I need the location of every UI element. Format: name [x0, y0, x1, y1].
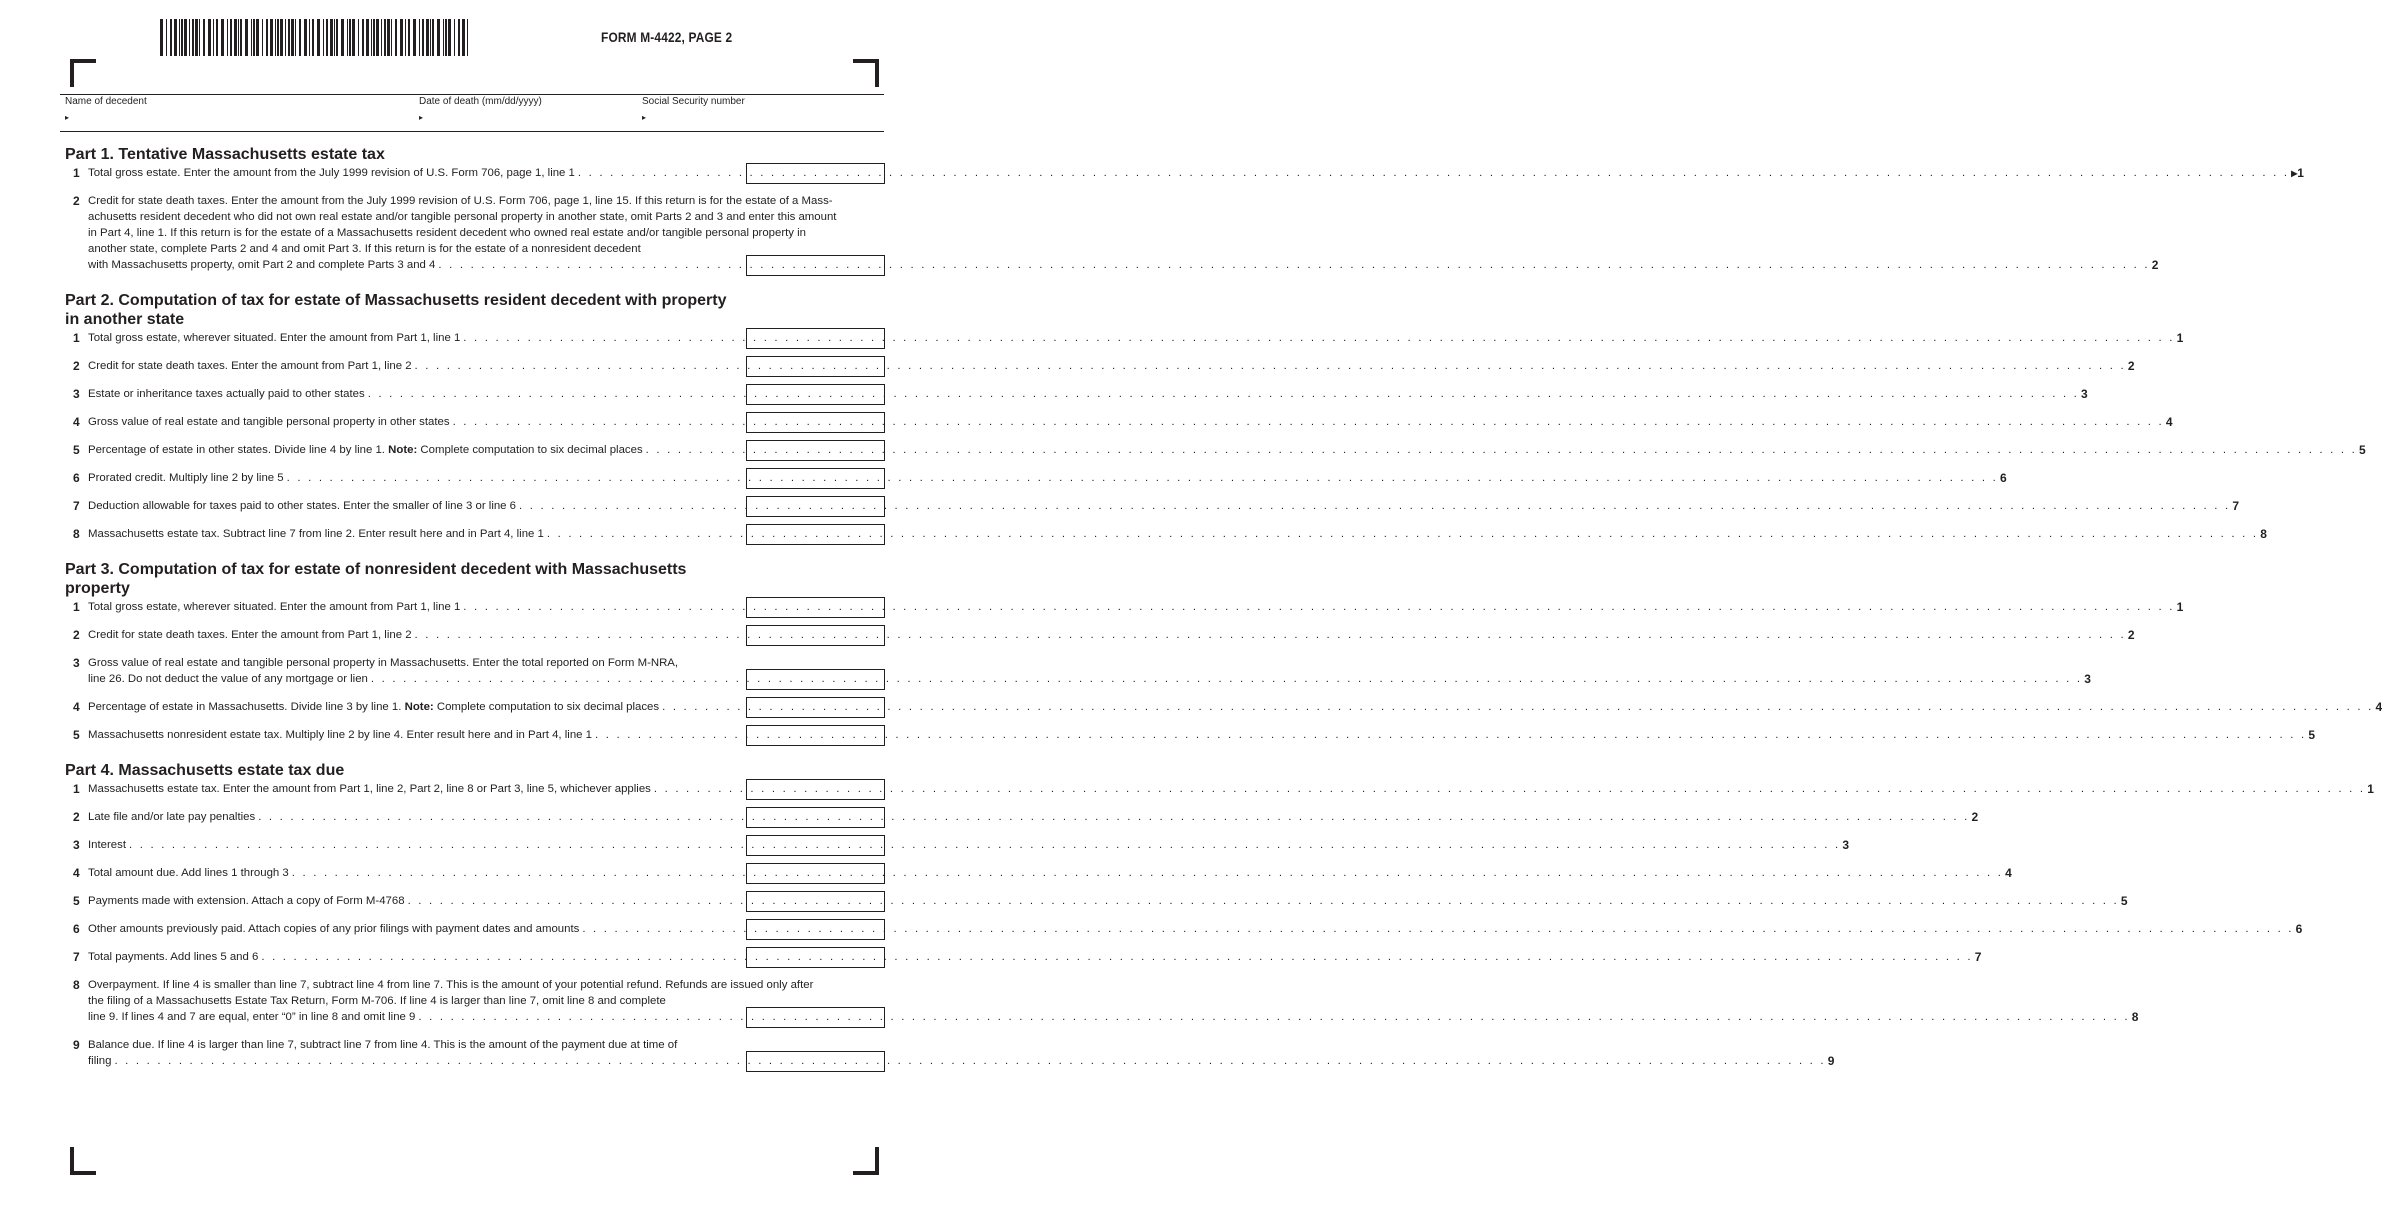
part-1-line-2 — [65, 193, 2159, 273]
part-2-section — [65, 292, 2366, 542]
barcode-bar — [230, 19, 232, 56]
barcode-bar — [430, 19, 431, 56]
barcode-bar — [291, 19, 294, 56]
barcode-bar — [448, 19, 451, 56]
line-number: 2 — [73, 628, 80, 642]
part-1-line-1 — [65, 165, 2304, 181]
line-number: 1 — [73, 331, 80, 345]
line-number: 4 — [73, 866, 80, 880]
leader-dots: . . . . . . . . . . . . . . . . . . . . . . . . . . . . . . . . . . . . . . . . . . . . . . . . . . . . . . . . . . . . . . . . . . . . . . . . . . . . . . . . . . . . . . . . . . . . . . . . . . . . . . . . . . . . . . . . . . . . . . . . . . . . . . . . . . . . . . . . . . . . . . . . . . . . . . . . . . . . . . . . — [519, 500, 2231, 512]
part-4-line-1-amount-field[interactable] — [746, 779, 885, 800]
leader-dots: . . . . . . . . . . . . . . . . . . . . . . . . . . . . . . . . . . . . . . . . . . . . . . . . . . . . . . . . . . . . . . . . . . . . . . . . . . . . . . . . . . . . . . . . . . . . . . . . . . . . . . . . . . . . . . . . . . . . . . . . . . . . . . . . . . . . . . . . . . . . . . . . . . . . . . . . . . . . . . . . — [577, 167, 2290, 179]
ssn-label: Social Security number — [642, 96, 745, 107]
barcode-bar — [170, 19, 172, 56]
leader-dots: . . . . . . . . . . . . . . . . . . . . . . . . . . . . . . . . . . . . . . . . . . . . . . . . . . . . . . . . . . . . . . . . . . . . . . . . . . . . . . . . . . . . . . . . . . . . . . . . . . . . . . . . . . . . . . . . . . . . . . . . . . . . . . . . . . . . . . . . . . . . . . . . . . . . . . . . . . . . . . . . — [463, 332, 2175, 344]
part-3-line-3-amount-field[interactable] — [746, 669, 885, 690]
barcode-bar — [253, 19, 255, 56]
line-ref-number: 6 — [1999, 471, 2007, 485]
part-4-line-6 — [65, 921, 2303, 937]
barcode-bar — [422, 19, 424, 56]
barcode-bar — [358, 19, 359, 56]
line-number: 6 — [73, 922, 80, 936]
barcode-bar — [391, 19, 392, 56]
barcode-bar — [317, 19, 320, 56]
line-ref-number: 2 — [2151, 258, 2159, 272]
barcode-bar — [366, 19, 369, 56]
line-number: 5 — [73, 443, 80, 457]
line-ref-number: 1 — [2176, 600, 2184, 614]
barcode-bar — [288, 19, 290, 56]
barcode-bar — [216, 19, 218, 56]
line-text: another state, complete Parts 2 and 4 and omit Part 3. If this return is for the estate of a nonresident decedent — [88, 243, 641, 255]
leader-dots: . . . . . . . . . . . . . . . . . . . . . . . . . . . . . . . . . . . . . . . . . . . . . . . . . . . . . . . . . . . . . . . . . . . . . . . . . . . . . . . . . . . . . . . . . . . . . . . . . . . . . . . . . . . . . . . . . . . . . . . . . . . . . . . . . . . . . . . . . . . . . . . . . . . . . . . . . . . . . . . . — [452, 416, 2164, 428]
line-number: 7 — [73, 499, 80, 513]
leader-dots: . . . . . . . . . . . . . . . . . . . . . . . . . . . . . . . . . . . . . . . . . . . . . . . . . . . . . . . . . . . . . . . . . . . . . . . . . . . . . . . . . . . . . . . . . . . . . . . . . . . . . . . . . . . . . . . . . . . . . . . . . . . . . . . . . . . . . . . . . . . . . . . . . . . . . . . . . . . . . . . . — [407, 895, 2119, 907]
part-4-line-3-amount-field[interactable] — [746, 835, 885, 856]
line-ref-number: 1 — [2176, 331, 2184, 345]
barcode-bar — [295, 19, 296, 56]
line-text-last — [88, 330, 2184, 346]
part-2-line-5 — [65, 442, 2366, 458]
line-text: Total gross estate. Enter the amount from the July 1999 revision of U.S. Form 706, page 1, line 1 — [88, 167, 575, 179]
barcode-bar — [166, 19, 167, 56]
part-3-line-5-amount-field[interactable] — [746, 725, 885, 746]
line-text-last — [88, 414, 2173, 430]
name-of-decedent-field[interactable] — [80, 112, 410, 128]
line-text: Gross value of real estate and tangible personal property in other states — [88, 416, 450, 428]
line-number: 2 — [73, 194, 80, 208]
part-2-line-6-amount-field[interactable] — [746, 468, 885, 489]
line-ref-number: 8 — [2260, 527, 2267, 541]
barcode-bar — [304, 19, 307, 56]
leader-dots: . . . . . . . . . . . . . . . . . . . . . . . . . . . . . . . . . . . . . . . . . . . . . . . . . . . . . . . . . . . . . . . . . . . . . . . . . . . . . . . . . . . . . . . . . . . . . . . . . . . . . . . . . . . . . . . . . . . . . . . . . . . . . . . . . . . . . . . . . . . . . . . . . . . . . . . . . . . . . . . . — [129, 839, 1841, 851]
line-ref-number: 6 — [2295, 922, 2303, 936]
line-text: Percentage of estate in Massachusetts. Divide line 3 by line 1. Note: Complete computation to six decimal places — [88, 701, 660, 713]
barcode-bar — [277, 19, 279, 56]
line-ref-number: 8 — [2131, 1010, 2139, 1024]
barcode-bar — [213, 19, 214, 56]
line-ref-number: 2 — [2127, 628, 2135, 642]
line-ref-number: 2 — [2127, 359, 2135, 373]
line-ref-number: ▸1 — [2291, 166, 2304, 180]
barcode-bar — [400, 19, 403, 56]
part-2-line-4-amount-field[interactable] — [746, 412, 885, 433]
line-text: Massachusetts estate tax. Subtract line 7 from line 2. Enter result here and in Part 4, line 1 — [88, 528, 544, 540]
line-text: line 9. If lines 4 and 7 are equal, enter “0” in line 8 and omit line 9 — [88, 1011, 416, 1023]
barcode-bar — [323, 19, 324, 56]
part-2-line-1 — [65, 330, 2184, 346]
line-text: filing — [88, 1055, 112, 1067]
part-4-line-7-amount-field[interactable] — [746, 947, 885, 968]
line-text: Other amounts previously paid. Attach copies of any prior filings with payment dates and amounts — [88, 923, 580, 935]
leader-dots: . . . . . . . . . . . . . . . . . . . . . . . . . . . . . . . . . . . . . . . . . . . . . . . . . . . . . . . . . . . . . . . . . . . . . . . . . . . . . . . . . . . . . . . . . . . . . . . . . . . . . . . . . . . . . . . . . . . . . . . . . . . . . . . . . . . . . . . . . . . . . . . . . . . . . . . . . . . . . . . . — [291, 867, 2004, 879]
barcode-bar — [221, 19, 224, 56]
part-3-line-1-amount-field[interactable] — [746, 597, 885, 618]
line-ref-number: 7 — [2232, 499, 2240, 513]
line-text: Balance due. If line 4 is larger than line 7, subtract line 7 from line 4. This is the amount of the payment due at time of — [88, 1039, 678, 1051]
date-of-death-field[interactable] — [434, 112, 634, 128]
part-3-line-3 — [65, 655, 2091, 687]
barcode-bar — [326, 19, 328, 56]
barcode-bar — [270, 19, 273, 56]
line-text: Credit for state death taxes. Enter the amount from the July 1999 revision of U.S. Form 706, page 1, line 15. If this return is for the estate of a Mass- — [88, 195, 833, 207]
leader-dots: . . . . . . . . . . . . . . . . . . . . . . . . . . . . . . . . . . . . . . . . . . . . . . . . . . . . . . . . . . . . . . . . . . . . . . . . . . . . . . . . . . . . . . . . . . . . . . . . . . . . . . . . . . . . . . . . . . . . . . . . . . . . . . . . . . . . . . . . . . . . . . . . . . . . . . . . . . . . . . . . — [438, 259, 2150, 271]
line-ref-number: 1 — [2367, 782, 2374, 796]
part-3-title: Part 3. Computation of tax for estate of nonresident decedent with Massachusetts — [65, 561, 687, 578]
ssn-field[interactable] — [657, 112, 877, 128]
line-ref-number: 9 — [1827, 1054, 1835, 1068]
barcode-bar — [432, 19, 434, 56]
barcode-bar — [437, 19, 440, 56]
part-4-line-5-amount-field[interactable] — [746, 891, 885, 912]
line-ref-number: 3 — [1842, 838, 1850, 852]
line-ref-number: 4 — [2375, 700, 2382, 714]
barcode-bar — [195, 19, 198, 56]
barcode-bar — [189, 19, 190, 56]
part-3-line-1 — [65, 599, 2184, 615]
barcode — [160, 19, 470, 56]
line-number: 6 — [73, 471, 80, 485]
barcode-bar — [349, 19, 351, 56]
line-number: 4 — [73, 415, 80, 429]
line-text: Credit for state death taxes. Enter the amount from Part 1, line 2 — [88, 629, 412, 641]
line-number: 3 — [73, 656, 80, 670]
line-ref-number: 3 — [2084, 672, 2091, 686]
part-4-line-8-amount-field[interactable] — [746, 1007, 885, 1028]
divider — [60, 94, 884, 95]
barcode-bar — [245, 19, 248, 56]
part-4-line-4-amount-field[interactable] — [746, 863, 885, 884]
form-title: FORM M-4422, PAGE 2 — [601, 29, 733, 45]
leader-dots: . . . . . . . . . . . . . . . . . . . . . . . . . . . . . . . . . . . . . . . . . . . . . . . . . . . . . . . . . . . . . . . . . . . . . . . . . . . . . . . . . . . . . . . . . . . . . . . . . . . . . . . . . . . . . . . . . . . . . . . . . . . . . . . . . . . . . . . . . . . . . . . . . . . . . . . . . . . . . . . . — [418, 1011, 2130, 1023]
part-4-line-4 — [65, 865, 2012, 881]
barcode-bar — [341, 19, 344, 56]
line-text: in Part 4, line 1. If this return is for the estate of a Massachusetts resident decedent who owned real estate and/or tangible personal property in — [88, 227, 807, 239]
barcode-bar — [309, 19, 310, 56]
barcode-bar — [280, 19, 283, 56]
part-4-line-9-amount-field[interactable] — [746, 1051, 885, 1072]
line-ref-number: 5 — [2308, 728, 2316, 742]
barcode-bar — [208, 19, 211, 56]
line-text-last — [88, 526, 2267, 542]
part-2-line-3-amount-field[interactable] — [746, 384, 885, 405]
barcode-bar — [181, 19, 183, 56]
barcode-bar — [362, 19, 364, 56]
barcode-bar — [373, 19, 375, 56]
part-4-line-9 — [65, 1037, 1835, 1069]
line-text-last — [88, 599, 2184, 615]
part-4-title: Part 4. Massachusetts estate tax due — [65, 762, 345, 779]
registration-mark-bottom-left — [70, 1147, 96, 1175]
part-1-line-2-amount-field[interactable] — [746, 255, 885, 276]
barcode-bar — [467, 19, 468, 56]
line-text-last — [88, 949, 1982, 965]
part-3-line-4 — [65, 699, 2382, 715]
barcode-bar — [160, 19, 163, 56]
line-ref-number: 4 — [2005, 866, 2012, 880]
line-text: Estate or inheritance taxes actually paid to other states — [88, 388, 365, 400]
leader-dots: . . . . . . . . . . . . . . . . . . . . . . . . . . . . . . . . . . . . . . . . . . . . . . . . . . . . . . . . . . . . . . . . . . . . . . . . . . . . . . . . . . . . . . . . . . . . . . . . . . . . . . . . . . . . . . . . . . . . . . . . . . . . . . . . . . . . . . . . . . . . . . . . . . . . . . . . . . . . . . . . — [414, 629, 2126, 641]
line-text-last — [88, 498, 2240, 514]
barcode-bar — [240, 19, 242, 56]
line-text-last — [88, 809, 1979, 825]
line-number: 1 — [73, 782, 80, 796]
leader-dots: . . . . . . . . . . . . . . . . . . . . . . . . . . . . . . . . . . . . . . . . . . . . . . . . . . . . . . . . . . . . . . . . . . . . . . . . . . . . . . . . . . . . . . . . . . . . . . . . . . . . . . . . . . . . . . . . . . . . . . . . . . . . . . . . . . . . . . . . . . . . . . . . . . . . . . . . . . . . . . . . — [463, 601, 2175, 613]
barcode-bar — [419, 19, 420, 56]
barcode-bar — [285, 19, 286, 56]
leader-dots: . . . . . . . . . . . . . . . . . . . . . . . . . . . . . . . . . . . . . . . . . . . . . . . . . . . . . . . . . . . . . . . . . . . . . . . . . . . . . . . . . . . . . . . . . . . . . . . . . . . . . . . . . . . . . . . . . . . . . . . . . . . . . . . . . . . . . . . . . . . . . . . . . . . . . . . . . . . . . . . . — [662, 701, 2374, 713]
part-1-line-1-amount-field[interactable] — [746, 163, 885, 184]
registration-mark-top-right — [853, 59, 879, 87]
part-4-line-6-amount-field[interactable] — [746, 919, 885, 940]
leader-dots: . . . . . . . . . . . . . . . . . . . . . . . . . . . . . . . . . . . . . . . . . . . . . . . . . . . . . . . . . . . . . . . . . . . . . . . . . . . . . . . . . . . . . . . . . . . . . . . . . . . . . . . . . . . . . . . . . . . . . . . . . . . . . . . . . . . . . . . . . . . . . . . . . . . . . . . . . . . . . . . . — [261, 951, 1973, 963]
date-of-death-label: Date of death (mm/dd/yyyy) — [419, 96, 542, 107]
barcode-bar — [238, 19, 239, 56]
line-text: Total gross estate, wherever situated. Enter the amount from Part 1, line 1 — [88, 332, 461, 344]
part-2-line-8-amount-field[interactable] — [746, 524, 885, 545]
line-text: Late file and/or late pay penalties — [88, 811, 256, 823]
line-ref-number: 2 — [1971, 810, 1979, 824]
part-2-line-7 — [65, 498, 2240, 514]
part-2-line-6 — [65, 470, 2007, 486]
line-text-last — [88, 1053, 1835, 1069]
leader-dots: . . . . . . . . . . . . . . . . . . . . . . . . . . . . . . . . . . . . . . . . . . . . . . . . . . . . . . . . . . . . . . . . . . . . . . . . . . . . . . . . . . . . . . . . . . . . . . . . . . . . . . . . . . . . . . . . . . . . . . . . . . . . . . . . . . . . . . . . . . . . . . . . . . . . . . . . . . . . . . . . — [582, 923, 2294, 935]
line-number: 9 — [73, 1038, 80, 1052]
part-4-line-7 — [65, 949, 1982, 965]
line-number: 2 — [73, 359, 80, 373]
line-text-last — [88, 257, 2159, 273]
part-4-line-2-amount-field[interactable] — [746, 807, 885, 828]
line-ref-number: 7 — [1974, 950, 1982, 964]
line-text: Credit for state death taxes. Enter the amount from Part 1, line 2 — [88, 360, 412, 372]
barcode-bar — [381, 19, 382, 56]
barcode-bar — [384, 19, 386, 56]
part-4-line-8 — [65, 977, 2139, 1025]
line-ref-number: 5 — [2358, 443, 2366, 457]
barcode-bar — [312, 19, 314, 56]
line-number: 5 — [73, 728, 80, 742]
part-2-title: Part 2. Computation of tax for estate of Massachusetts resident decedent with property — [65, 292, 727, 309]
leader-dots: . . . . . . . . . . . . . . . . . . . . . . . . . . . . . . . . . . . . . . . . . . . . . . . . . . . . . . . . . . . . . . . . . . . . . . . . . . . . . . . . . . . . . . . . . . . . . . . . . . . . . . . . . . . . . . . . . . . . . . . . . . . . . . . . . . . . . . . . . . . . . . . . . . . . . . . . . . . . . . . . — [114, 1055, 1826, 1067]
leader-dots: . . . . . . . . . . . . . . . . . . . . . . . . . . . . . . . . . . . . . . . . . . . . . . . . . . . . . . . . . . . . . . . . . . . . . . . . . . . . . . . . . . . . . . . . . . . . . . . . . . . . . . . . . . . . . . . . . . . . . . . . . . . . . . . . . . . . . . . . . . . . . . . . . . . . . . . . . . . . . . . . — [645, 444, 2357, 456]
line-text-last — [88, 442, 2366, 458]
part-2-line-2 — [65, 358, 2135, 374]
registration-mark-top-left — [70, 59, 96, 87]
line-text: Massachusetts nonresident estate tax. Multiply line 2 by line 4. Enter result here and in Part 4, line 1 — [88, 729, 592, 741]
line-text-last — [88, 358, 2135, 374]
barcode-bar — [299, 19, 301, 56]
line-text-last — [88, 386, 2088, 402]
line-text: with Massachusetts property, omit Part 2 and complete Parts 3 and 4 — [88, 259, 436, 271]
part-2-line-4 — [65, 414, 2173, 430]
part-1-section — [65, 146, 2304, 273]
barcode-bar — [179, 19, 180, 56]
line-number: 4 — [73, 700, 80, 714]
part-2-line-1-amount-field[interactable] — [746, 328, 885, 349]
barcode-bar — [445, 19, 447, 56]
barcode-bar — [352, 19, 355, 56]
barcode-bar — [347, 19, 348, 56]
part-2-line-3 — [65, 386, 2088, 402]
part-2-line-5-amount-field[interactable] — [746, 440, 885, 461]
barcode-bar — [192, 19, 194, 56]
part-4-line-1 — [65, 781, 2374, 797]
divider — [60, 131, 884, 132]
arrow-icon: ▸ — [642, 113, 647, 122]
barcode-bar — [454, 19, 455, 56]
barcode-bar — [251, 19, 252, 56]
barcode-bar — [426, 19, 429, 56]
line-text: line 26. Do not deduct the value of any mortgage or lien — [88, 673, 368, 685]
name-of-decedent-label: Name of decedent — [65, 96, 147, 107]
barcode-bar — [458, 19, 460, 56]
barcode-bar — [413, 19, 416, 56]
line-text: Massachusetts estate tax. Enter the amount from Part 1, line 2, Part 2, line 8 or Part 3, line 5, whichever applies — [88, 783, 651, 795]
barcode-bar — [256, 19, 259, 56]
barcode-bar — [234, 19, 237, 56]
line-text-last — [88, 921, 2303, 937]
line-number: 3 — [73, 838, 80, 852]
leader-dots: . . . . . . . . . . . . . . . . . . . . . . . . . . . . . . . . . . . . . . . . . . . . . . . . . . . . . . . . . . . . . . . . . . . . . . . . . . . . . . . . . . . . . . . . . . . . . . . . . . . . . . . . . . . . . . . . . . . . . . . . . . . . . . . . . . . . . . . . . . . . . . . . . . . . . . . . . . . . . . . . — [546, 528, 2259, 540]
line-text-last — [88, 671, 2091, 687]
line-number: 3 — [73, 387, 80, 401]
leader-dots: . . . . . . . . . . . . . . . . . . . . . . . . . . . . . . . . . . . . . . . . . . . . . . . . . . . . . . . . . . . . . . . . . . . . . . . . . . . . . . . . . . . . . . . . . . . . . . . . . . . . . . . . . . . . . . . . . . . . . . . . . . . . . . . . . . . . . . . . . . . . . . . . . . . . . . . . . . . . . . . . — [367, 388, 2080, 400]
barcode-bar — [184, 19, 187, 56]
barcode-bar — [330, 19, 333, 56]
line-text: achusetts resident decedent who did not own real estate and/or tangible personal property in another state, omit Parts 2 and 3 and enter this amount — [88, 211, 837, 223]
barcode-bar — [408, 19, 410, 56]
line-number: 1 — [73, 166, 80, 180]
line-text: the filing of a Massachusetts Estate Tax Return, Form M-706. If line 4 is larger than line 7, omit line 8 and complete — [88, 995, 666, 1007]
arrow-icon: ▸ — [419, 113, 424, 122]
line-ref-number: 3 — [2081, 387, 2088, 401]
barcode-bar — [376, 19, 379, 56]
part-3-section — [65, 561, 2382, 743]
part-1-title: Part 1. Tentative Massachusetts estate tax — [65, 146, 385, 163]
line-number: 2 — [73, 810, 80, 824]
part-2-title: in another state — [65, 311, 185, 328]
leader-dots: . . . . . . . . . . . . . . . . . . . . . . . . . . . . . . . . . . . . . . . . . . . . . . . . . . . . . . . . . . . . . . . . . . . . . . . . . . . . . . . . . . . . . . . . . . . . . . . . . . . . . . . . . . . . . . . . . . . . . . . . . . . . . . . . . . . . . . . . . . . . . . . . . . . . . . . . . . . . . . . . — [595, 729, 2307, 741]
line-text: Payments made with extension. Attach a copy of Form M-4768 — [88, 895, 405, 907]
barcode-bar — [387, 19, 390, 56]
line-number: 8 — [73, 527, 80, 541]
barcode-bar — [227, 19, 228, 56]
line-number: 7 — [73, 950, 80, 964]
barcode-bar — [371, 19, 372, 56]
line-text: Interest — [88, 839, 126, 851]
barcode-bar — [336, 19, 338, 56]
barcode-bar — [334, 19, 335, 56]
line-text: Overpayment. If line 4 is smaller than line 7, subtract line 4 from line 7. This is the amount of your potential refund. Refunds are issued only after — [88, 979, 814, 991]
line-text: Gross value of real estate and tangible personal property in Massachusetts. Enter the total reported on Form M-NRA, — [88, 657, 679, 669]
line-number: 8 — [73, 978, 80, 992]
line-text: Total amount due. Add lines 1 through 3 — [88, 867, 289, 879]
part-3-line-2-amount-field[interactable] — [746, 625, 885, 646]
leader-dots: . . . . . . . . . . . . . . . . . . . . . . . . . . . . . . . . . . . . . . . . . . . . . . . . . . . . . . . . . . . . . . . . . . . . . . . . . . . . . . . . . . . . . . . . . . . . . . . . . . . . . . . . . . . . . . . . . . . . . . . . . . . . . . . . . . . . . . . . . . . . . . . . . . . . . . . . . . . . . . . . — [653, 783, 2366, 795]
line-ref-number: 4 — [2165, 415, 2173, 429]
barcode-bar — [395, 19, 397, 56]
line-text: Deduction allowable for taxes paid to other states. Enter the smaller of line 3 or line 6 — [88, 500, 517, 512]
leader-dots: . . . . . . . . . . . . . . . . . . . . . . . . . . . . . . . . . . . . . . . . . . . . . . . . . . . . . . . . . . . . . . . . . . . . . . . . . . . . . . . . . . . . . . . . . . . . . . . . . . . . . . . . . . . . . . . . . . . . . . . . . . . . . . . . . . . . . . . . . . . . . . . . . . . . . . . . . . . . . . . . — [414, 360, 2126, 372]
line-text-last — [88, 699, 2382, 715]
line-number: 1 — [73, 600, 80, 614]
part-4-line-2 — [65, 809, 1979, 825]
barcode-bar — [443, 19, 444, 56]
line-text-last — [88, 1009, 2139, 1025]
registration-mark-bottom-right — [853, 1147, 879, 1175]
barcode-bar — [174, 19, 177, 56]
barcode-bar — [262, 19, 263, 56]
part-2-line-2-amount-field[interactable] — [746, 356, 885, 377]
line-text: Total gross estate, wherever situated. Enter the amount from Part 1, line 1 — [88, 601, 461, 613]
line-text: Prorated credit. Multiply line 2 by line 5 — [88, 472, 284, 484]
barcode-bar — [203, 19, 205, 56]
line-text: Total payments. Add lines 5 and 6 — [88, 951, 259, 963]
line-number: 5 — [73, 894, 80, 908]
arrow-icon: ▸ — [65, 113, 70, 122]
line-text-last — [88, 893, 2128, 909]
part-3-line-2 — [65, 627, 2135, 643]
line-text-last — [88, 781, 2374, 797]
barcode-bar — [266, 19, 268, 56]
line-text-last — [88, 837, 1850, 853]
leader-dots: . . . . . . . . . . . . . . . . . . . . . . . . . . . . . . . . . . . . . . . . . . . . . . . . . . . . . . . . . . . . . . . . . . . . . . . . . . . . . . . . . . . . . . . . . . . . . . . . . . . . . . . . . . . . . . . . . . . . . . . . . . . . . . . . . . . . . . . . . . . . . . . . . . . . . . . . . . . . . . . . — [370, 673, 2083, 685]
line-text-last — [88, 627, 2135, 643]
line-text-last — [88, 727, 2316, 743]
line-text-last — [88, 865, 2012, 881]
line-text-last — [88, 470, 2007, 486]
part-3-line-5 — [65, 727, 2316, 743]
barcode-bar — [405, 19, 406, 56]
part-4-section — [65, 762, 2374, 1069]
barcode-bar — [462, 19, 465, 56]
part-3-title: property — [65, 580, 130, 597]
part-4-line-3 — [65, 837, 1850, 853]
part-3-line-4-amount-field[interactable] — [746, 697, 885, 718]
part-2-line-7-amount-field[interactable] — [746, 496, 885, 517]
form-body — [65, 146, 2382, 1088]
barcode-bar — [275, 19, 276, 56]
part-2-line-8 — [65, 526, 2267, 542]
leader-dots: . . . . . . . . . . . . . . . . . . . . . . . . . . . . . . . . . . . . . . . . . . . . . . . . . . . . . . . . . . . . . . . . . . . . . . . . . . . . . . . . . . . . . . . . . . . . . . . . . . . . . . . . . . . . . . . . . . . . . . . . . . . . . . . . . . . . . . . . . . . . . . . . . . . . . . . . . . . . . . . . — [286, 472, 1998, 484]
barcode-bar — [199, 19, 200, 56]
line-text: Percentage of estate in other states. Divide line 4 by line 1. Note: Complete computation to six decimal places — [88, 444, 643, 456]
line-text-last — [88, 165, 2304, 181]
line-ref-number: 5 — [2120, 894, 2128, 908]
leader-dots: . . . . . . . . . . . . . . . . . . . . . . . . . . . . . . . . . . . . . . . . . . . . . . . . . . . . . . . . . . . . . . . . . . . . . . . . . . . . . . . . . . . . . . . . . . . . . . . . . . . . . . . . . . . . . . . . . . . . . . . . . . . . . . . . . . . . . . . . . . . . . . . . . . . . . . . . . . . . . . . . — [258, 811, 1970, 823]
part-4-line-5 — [65, 893, 2128, 909]
